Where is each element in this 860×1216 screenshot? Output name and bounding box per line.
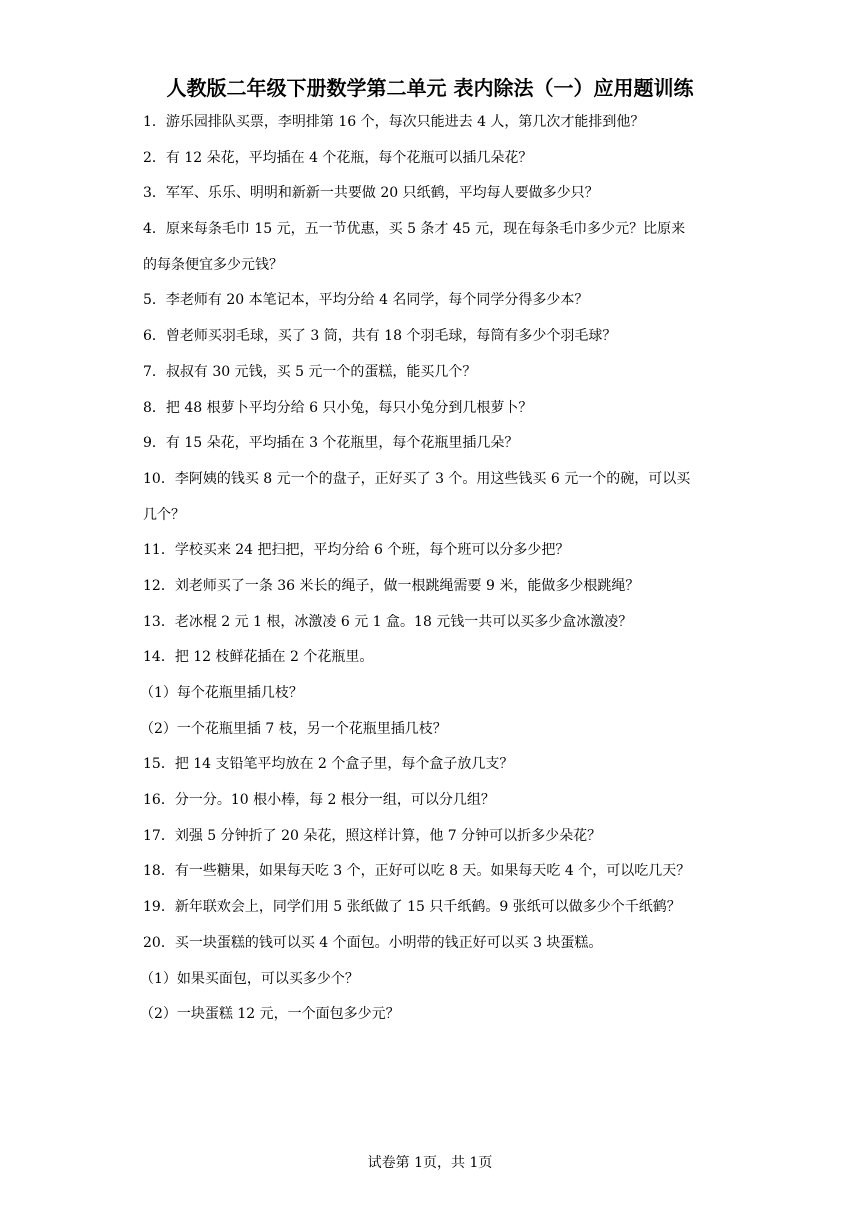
question-7: 7．叔叔有 30 元钱，买 5 元一个的蛋糕，能买几个？ [143,363,477,380]
question-2: 2．有 12 朵花，平均插在 4 个花瓶，每个花瓶可以插几朵花？ [143,149,533,166]
question-15: 15．把 14 支铅笔平均放在 2 个盒子里，每个盒子放几支？ [143,756,514,773]
question-list [140,113,723,1041]
question-8: 8．把 48 根萝卜平均分给 6 只小兔，每只小兔分到几根萝卜？ [143,399,533,416]
question-11: 11．学校买来 24 把扫把，平均分给 6 个班，每个班可以分多少把？ [143,542,570,559]
question-4: 4．原来每条毛巾 15 元，五一节优惠，买 5 条才 45 元，现在每条毛巾多少元？比原来 [143,221,686,238]
question-4-continued: 的每条便宜多少元钱？ [143,256,283,273]
worksheet-title: 人教版二年级下册数学第二单元 表内除法（一）应用题训练 [166,76,694,100]
question-10-continued: 几个？ [143,506,185,523]
question-1: 1．游乐园排队买票，李明排第 16 个，每次只能进去 4 人，第几次才能排到他？ [143,114,645,130]
question-19: 19．新年联欢会上，同学们用 5 张纸做了 15 只千纸鹤。9 张纸可以做多少个千纸鹤？ [143,899,681,916]
page-footer: 试卷第 1页，共 1页 [367,1155,493,1171]
question-18: 18．有一些糖果，如果每天吃 3 个，正好可以吃 8 天。如果每天吃 4 个，可以吃几天？ [143,863,691,880]
question-13: 13．老冰棍 2 元 1 根，冰激凌 6 元 1 盒。18 元钱一共可以买多少盒冰激凌？ [143,613,633,630]
question-20: 20．买一块蛋糕的钱可以买 4 个面包。小明带的钱正好可以买 3 块蛋糕。 [143,934,603,951]
question-14-part-1: （1）每个花瓶里插几枝？ [140,685,303,701]
question-6: 6．曾老师买羽毛球，买了 3 筒，共有 18 个羽毛球，每筒有多少个羽毛球？ [143,328,617,345]
question-5: 5．李老师有 20 本笔记本，平均分给 4 名同学，每个同学分得多少本？ [143,292,589,309]
question-14: 14．把 12 枝鲜花插在 2 个花瓶里。 [143,649,374,666]
question-14-part-2: （2）一个花瓶里插 7 枝，另一个花瓶里插几枝？ [140,720,447,737]
question-16: 16．分一分。10 根小棒，每 2 根分一组，可以分几组？ [143,792,495,809]
question-20-part-2: （2）一块蛋糕 12 元，一个面包多少元？ [140,1006,400,1023]
question-10: 10．李阿姨的钱买 8 元一个的盘子，正好买了 3 个。用这些钱买 6 元一个的碗，可以买 [143,470,691,487]
question-20-part-1: （1）如果买面包，可以买多少个？ [140,970,359,987]
question-3: 3．军军、乐乐、明明和新新一共要做 20 只纸鹤，平均每人要做多少只？ [143,185,599,202]
question-17: 17．刘强 5 分钟折了 20 朵花，照这样计算，他 7 分钟可以折多少朵花？ [143,827,602,844]
question-12: 12．刘老师买了一条 36 米长的绳子，做一根跳绳需要 9 米，能做多少根跳绳？ [143,577,640,594]
question-9: 9．有 15 朵花，平均插在 3 个花瓶里，每个花瓶里插几朵？ [143,435,519,452]
